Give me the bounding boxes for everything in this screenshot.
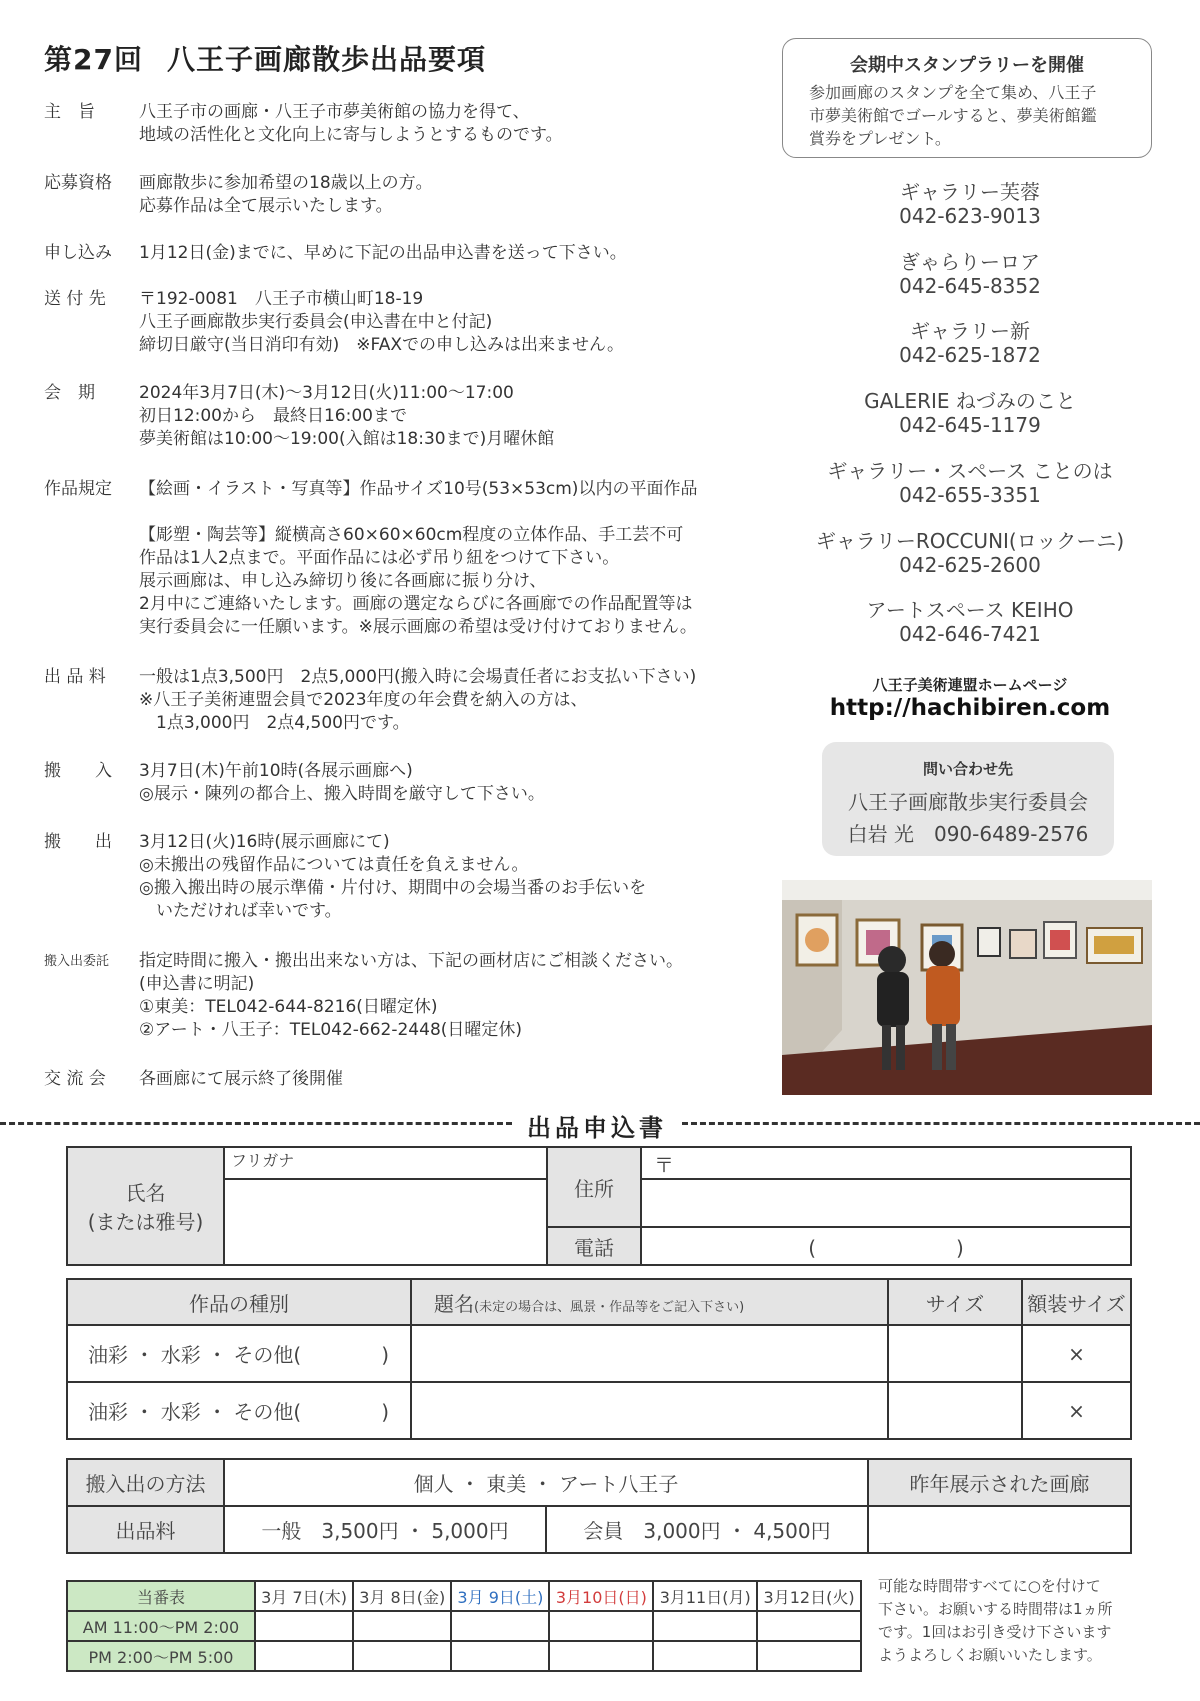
application-label: 申し込み — [44, 243, 112, 263]
postal-field[interactable] — [641, 1147, 1131, 1179]
duty-day-header: 3月 9日(土) — [451, 1581, 549, 1611]
method-table — [66, 1458, 1132, 1554]
duty-day-header: 3月10日(日) — [549, 1581, 653, 1611]
send-to-label: 送 付 先 — [44, 289, 106, 309]
purpose-line: 八王子市の画廊・八王子市夢美術館の協力を得て、 — [139, 102, 530, 122]
gallery-tel: 042-623-9013 — [899, 204, 1041, 228]
rules-label: 作品規定 — [44, 479, 112, 499]
last-year-field[interactable] — [868, 1506, 1131, 1553]
fee-line: 1点3,000円 2点4,500円です。 — [139, 713, 410, 733]
send-to-line: 〒192-0081 八王子市横山町18-19 — [139, 289, 424, 309]
method-options[interactable]: 個人 ・ 東美 ・ アート八王子 — [224, 1459, 868, 1506]
works-title-field[interactable] — [411, 1325, 888, 1382]
duty-cell[interactable] — [353, 1611, 451, 1641]
gallery-name: GALERIE ねづみのこと — [864, 389, 1076, 413]
stamp-rally-line: 市夢美術館でゴールすると、夢美術館鑑 — [809, 106, 1097, 125]
works-size-field[interactable] — [888, 1325, 1022, 1382]
duty-cell[interactable] — [653, 1611, 757, 1641]
duty-note-line: 下さい。お願いする時間帯は1ヵ所 — [878, 1600, 1113, 1618]
period-label: 会 期 — [44, 383, 95, 403]
consign-line: ①東美：TEL042-644-8216(日曜定休) — [139, 997, 438, 1017]
carry-out-line: 3月12日(火)16時(展示画廊にて) — [139, 832, 390, 852]
gallery-tel: 042-645-1179 — [899, 413, 1041, 437]
gallery-entry — [800, 250, 1140, 298]
consign-line: (申込書に明記) — [139, 974, 255, 994]
carry-out-label: 搬 出 — [44, 832, 112, 852]
gallery-name: アートスペース KEIHO — [866, 598, 1074, 622]
duty-cell[interactable] — [653, 1641, 757, 1671]
gallery-tel: 042-646-7421 — [899, 622, 1041, 646]
form-divider — [0, 1108, 1200, 1142]
rules-line: 実行委員会に一任願います。※展示画廊の希望は受け付けておりません。 — [139, 617, 697, 637]
party-line: 各画廊にて展示終了後開催 — [139, 1069, 343, 1089]
name-sublabel: (または雅号) — [87, 1210, 204, 1234]
period-line: 夢美術館は10:00～19:00(入館は18:30まで)月曜休館 — [139, 429, 555, 449]
name-field[interactable] — [224, 1179, 547, 1265]
duty-cell[interactable] — [549, 1611, 653, 1641]
carry-out-line: ◎未搬出の残留作品については責任を負えません。 — [139, 855, 529, 875]
send-to-line: 締切日厳守(当日消印有効) ※FAXでの申し込みは出来ません。 — [139, 335, 625, 355]
fee-label-cell: 出品料 — [67, 1506, 224, 1553]
last-year-label: 昨年展示された画廊 — [868, 1459, 1131, 1506]
gallery-name: ギャラリーROCCUNI(ロックーニ) — [815, 529, 1125, 553]
phone-field[interactable] — [641, 1227, 1131, 1265]
duty-cell[interactable] — [757, 1611, 861, 1641]
consign-line: ②アート・八王子：TEL042-662-2448(日曜定休) — [139, 1020, 523, 1040]
duty-cell[interactable] — [255, 1611, 353, 1641]
rules-line: 展示画廊は、申し込み締切り後に各画廊に振り分け、 — [139, 571, 547, 591]
send-to-line: 八王子画廊散歩実行委員会(申込書在中と付記) — [139, 312, 493, 332]
works-frame-field[interactable]: × — [1022, 1382, 1131, 1439]
edition-number: 第27回 — [44, 43, 143, 76]
name-label-cell — [67, 1147, 224, 1265]
duty-cell[interactable] — [451, 1641, 549, 1671]
eligibility-line: 画廊散歩に参加希望の18歳以上の方。 — [139, 173, 433, 193]
duty-slot-label: AM 11:00～PM 2:00 — [67, 1611, 255, 1641]
duty-cell[interactable] — [757, 1641, 861, 1671]
duty-title: 当番表 — [67, 1581, 255, 1611]
gallery-name: ギャラリー芙蓉 — [900, 180, 1040, 204]
period-line: 2024年3月7日(木)～3月12日(火)11:00～17:00 — [139, 383, 514, 403]
duty-day-header: 3月12日(火) — [757, 1581, 861, 1611]
phone-label: 電話 — [547, 1227, 641, 1265]
postal-mark: 〒 — [654, 1152, 674, 1177]
carry-in-label: 搬 入 — [44, 761, 112, 781]
gallery-entry — [800, 598, 1140, 646]
period-line: 初日12:00から 最終日16:00まで — [139, 406, 407, 426]
page-title — [44, 38, 486, 78]
form-title: 出品申込書 — [512, 1108, 682, 1143]
gallery-entry — [800, 319, 1140, 367]
duty-day-header: 3月 7日(木) — [255, 1581, 353, 1611]
furigana-label: フリガナ — [231, 1151, 295, 1170]
contact-title: 問い合わせ先 — [922, 760, 1013, 778]
stamp-rally-title: 会期中スタンプラリーを開催 — [850, 55, 1084, 76]
gallery-tel: 042-625-1872 — [899, 343, 1041, 367]
gallery-photo — [782, 880, 1152, 1095]
contact-org: 八王子画廊散歩実行委員会 — [848, 790, 1088, 814]
works-size-field[interactable] — [888, 1382, 1022, 1439]
rules-line: 【絵画・イラスト・写真等】作品サイズ10号(53×53cm)以内の平面作品 — [139, 479, 698, 499]
fee-line: 一般は1点3,500円 2点5,000円(搬入時に会場責任者にお支払い下さい) — [139, 667, 697, 687]
dashed-line — [0, 1122, 512, 1125]
address-label: 住所 — [547, 1147, 641, 1227]
works-frame-header: 額装サイズ — [1022, 1279, 1131, 1325]
duty-day-header: 3月 8日(金) — [353, 1581, 451, 1611]
duty-day-header: 3月11日(月) — [653, 1581, 757, 1611]
stamp-rally-box — [782, 38, 1152, 158]
works-frame-field[interactable]: × — [1022, 1325, 1131, 1382]
stamp-rally-line: 参加画廊のスタンプを全て集め、八王子 — [809, 83, 1097, 102]
stamp-rally-line: 賞券をプレゼント。 — [809, 129, 951, 148]
duty-cell[interactable] — [353, 1641, 451, 1671]
gallery-tel: 042-645-8352 — [899, 274, 1041, 298]
contact-person: 白岩 光 090-6489-2576 — [847, 822, 1089, 846]
furigana-field[interactable] — [224, 1147, 547, 1179]
gallery-tel: 042-655-3351 — [899, 483, 1041, 507]
gallery-photo-image — [782, 880, 1152, 1095]
duty-cell[interactable] — [549, 1641, 653, 1671]
method-label: 搬入出の方法 — [67, 1459, 224, 1506]
works-type-header: 作品の種別 — [67, 1279, 411, 1325]
carry-in-line: ◎展示・陳列の都合上、搬入時間を厳守して下さい。 — [139, 784, 545, 804]
eligibility-line: 応募作品は全て展示いたします。 — [139, 196, 393, 216]
rules-line: 【彫塑・陶芸等】縦横高さ60×60×60cm程度の立体作品、手工芸不可 — [139, 525, 684, 545]
name-label: 氏名 — [125, 1181, 166, 1205]
duty-cell[interactable] — [451, 1611, 549, 1641]
gallery-entry — [800, 529, 1140, 577]
duty-slot-label: PM 2:00～PM 5:00 — [67, 1641, 255, 1671]
duty-note-line: 可能な時間帯すべてに○を付けて — [878, 1577, 1101, 1595]
contact-box — [822, 742, 1114, 856]
duty-note-line: ようよろしくお願いいたします。 — [878, 1646, 1102, 1664]
duty-table — [66, 1580, 862, 1672]
purpose-label: 主 旨 — [44, 102, 95, 122]
duty-note-line: です。1回はお引き受け下さいます — [878, 1623, 1112, 1641]
fee-general-option[interactable]: 一般 3,500円 ・ 5,000円 — [224, 1506, 546, 1553]
carry-out-line: いただければ幸いです。 — [139, 901, 342, 921]
works-title-note: (未定の場合は、風景・作品等をご記入下さい) — [474, 1299, 745, 1315]
duty-cell[interactable] — [255, 1641, 353, 1671]
gallery-entry — [800, 459, 1140, 507]
gallery-entry — [800, 180, 1140, 228]
gallery-name: ギャラリー・スペース ことのは — [827, 459, 1113, 483]
phone-parens: ( ) — [808, 1235, 964, 1260]
dashed-line — [682, 1122, 1200, 1125]
title-text: 八王子画廊散歩出品要項 — [166, 43, 486, 76]
gallery-name: ギャラリー新 — [910, 319, 1030, 343]
fee-member-option[interactable]: 会員 3,000円 ・ 4,500円 — [546, 1506, 868, 1553]
consign-line: 指定時間に搬入・搬出出来ない方は、下記の画材店にご相談ください。 — [139, 951, 683, 971]
works-type-option[interactable]: 油彩 ・ 水彩 ・ その他( ) — [67, 1325, 411, 1382]
gallery-entry — [800, 389, 1140, 437]
application-line: 1月12日(金)までに、早めに下記の出品申込書を送って下さい。 — [139, 243, 627, 263]
works-type-option[interactable]: 油彩 ・ 水彩 ・ その他( ) — [67, 1382, 411, 1439]
address-field[interactable] — [641, 1179, 1131, 1227]
works-table — [66, 1278, 1132, 1440]
eligibility-label: 応募資格 — [44, 173, 112, 193]
rules-line: 作品は1人2点まで。平面作品には必ず吊り紐をつけて下さい。 — [139, 548, 620, 568]
works-title-header — [411, 1279, 888, 1325]
homepage-label: 八王子美術連盟ホームページ — [872, 676, 1068, 694]
gallery-tel: 042-625-2600 — [899, 553, 1041, 577]
fee-line: ※八王子美術連盟会員で2023年度の年会費を納入の方は、 — [139, 690, 588, 710]
works-title-label: 題名 — [434, 1291, 474, 1316]
consign-label: 搬入出委託 — [44, 954, 110, 969]
rules-line: 2月中にご連絡いたします。画廊の選定ならびに各画廊での作品配置等は — [139, 594, 693, 614]
fee-label: 出 品 料 — [44, 667, 106, 687]
rules-spacer — [139, 501, 697, 524]
party-label: 交 流 会 — [44, 1069, 106, 1089]
purpose-line: 地域の活性化と文化向上に寄与しようとするものです。 — [139, 125, 563, 145]
carry-out-line: ◎搬入搬出時の展示準備・片付け、期間中の会場当番のお手伝いを — [139, 878, 647, 898]
applicant-table — [66, 1146, 1132, 1266]
gallery-name: ぎゃらりーロア — [900, 250, 1040, 274]
homepage-link[interactable]: http://hachibiren.com — [829, 695, 1111, 721]
works-size-header: サイズ — [888, 1279, 1022, 1325]
carry-in-line: 3月7日(木)午前10時(各展示画廊へ) — [139, 761, 413, 781]
works-title-field[interactable] — [411, 1382, 888, 1439]
duty-note — [878, 1575, 1178, 1667]
